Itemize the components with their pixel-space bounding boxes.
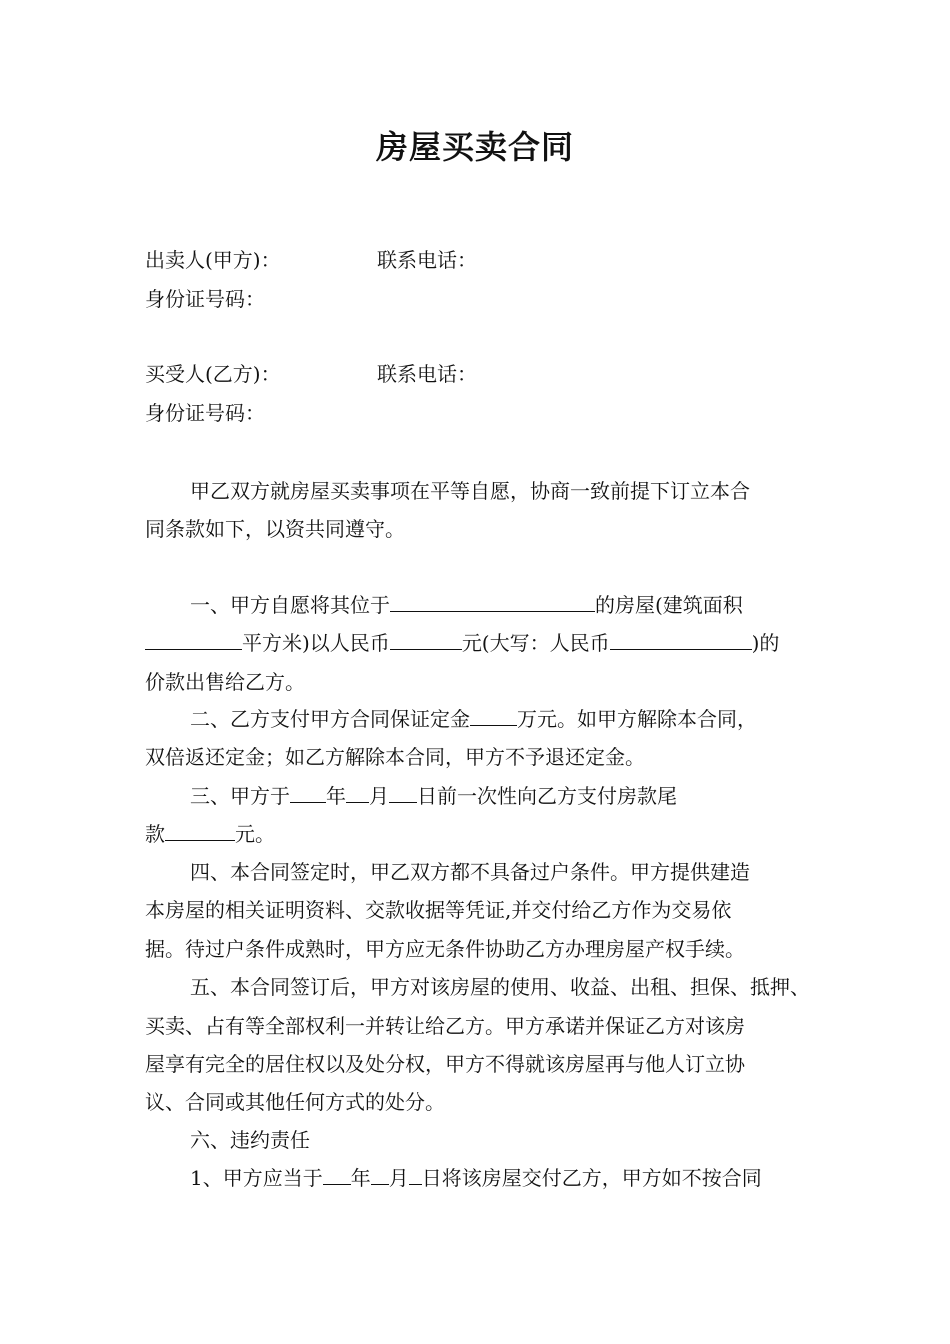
intro-line-1: 甲乙双方就房屋买卖事项在平等自愿，协商一致前提下订立本合 [190, 479, 750, 503]
clause1-text-b: 的房屋(建筑面积 [595, 593, 743, 617]
clause3-text-a: 三、甲方于 [190, 784, 290, 808]
clause6-text-a: 1、甲方应当于 [190, 1166, 323, 1190]
clause2-text-b: 万元。如甲方解除本合同， [517, 707, 757, 731]
location-blank[interactable] [390, 593, 595, 612]
clause3-text-c: 月 [369, 784, 389, 808]
balance-blank[interactable] [165, 822, 235, 841]
clause1-line-1 [190, 593, 743, 617]
clause4-line-2: 本房屋的相关证明资料、交款收据等凭证,并交付给乙方作为交易依 [145, 898, 732, 922]
clause3-line-2 [145, 822, 275, 846]
clause5-line-3: 屋享有完全的居住权以及处分权，甲方不得就该房屋再与他人订立协 [145, 1052, 745, 1076]
price-uppercase-blank[interactable] [610, 631, 752, 650]
clause1-text-e: )的 [751, 631, 780, 655]
delivery-day-blank[interactable] [409, 1166, 422, 1185]
deposit-blank[interactable] [470, 707, 517, 726]
clause6-heading: 六、违约责任 [190, 1128, 310, 1152]
clause3-text-f: 元。 [235, 822, 275, 846]
clause6-text-b: 年 [350, 1166, 371, 1190]
price-blank[interactable] [390, 631, 462, 650]
clause3-text-d: 日前一次性向乙方支付房款尾 [417, 784, 677, 808]
clause3-text-b: 年 [326, 784, 346, 808]
clause1-text-a: 一、甲方自愿将其位于 [190, 593, 390, 617]
clause1-text-c: 平方米)以人民币 [242, 631, 390, 655]
clause1-line-3: 价款出售给乙方。 [145, 670, 305, 694]
delivery-year-blank[interactable] [323, 1166, 351, 1185]
clause5-line-4: 议、合同或其他任何方式的处分。 [145, 1090, 445, 1114]
day-blank[interactable] [389, 784, 417, 803]
year-blank[interactable] [290, 784, 326, 803]
clause3-text-e: 款 [145, 822, 165, 846]
clause6-item-1 [190, 1166, 762, 1190]
intro-line-2: 同条款如下，以资共同遵守。 [145, 517, 405, 541]
clause5-line-1: 五、本合同签订后，甲方对该房屋的使用、收益、出租、担保、抵押、 [190, 975, 810, 999]
clause6-text-c: 月 [388, 1166, 409, 1190]
clause6-text-d: 日将该房屋交付乙方，甲方如不按合同 [421, 1166, 762, 1190]
clause2-line-2: 双倍返还定金；如乙方解除本合同，甲方不予退还定金。 [145, 745, 645, 769]
seller-id-label: 身份证号码： [145, 287, 265, 311]
clause1-text-d: 元(大写：人民币 [461, 631, 610, 655]
clause2-line-1 [190, 707, 757, 731]
document-title: 房屋买卖合同 [375, 128, 574, 166]
buyer-phone-label: 联系电话： [377, 362, 477, 386]
clause2-text-a: 二、乙方支付甲方合同保证定金 [190, 707, 470, 731]
clause3-line-1 [190, 784, 677, 808]
month-blank[interactable] [346, 784, 369, 803]
area-blank[interactable] [145, 631, 242, 650]
seller-phone-label: 联系电话： [377, 248, 477, 272]
clause4-line-3: 据。待过户条件成熟时，甲方应无条件协助乙方办理房屋产权手续。 [145, 937, 745, 961]
delivery-month-blank[interactable] [371, 1166, 389, 1185]
clause5-line-2: 买卖、占有等全部权利一并转让给乙方。甲方承诺并保证乙方对该房 [145, 1014, 745, 1038]
clause1-line-2 [145, 631, 779, 655]
buyer-id-label: 身份证号码： [145, 401, 265, 425]
seller-label: 出卖人(甲方)： [145, 248, 281, 272]
buyer-label: 买受人(乙方)： [145, 362, 281, 386]
clause4-line-1: 四、本合同签定时，甲乙双方都不具备过户条件。甲方提供建造 [190, 860, 750, 884]
